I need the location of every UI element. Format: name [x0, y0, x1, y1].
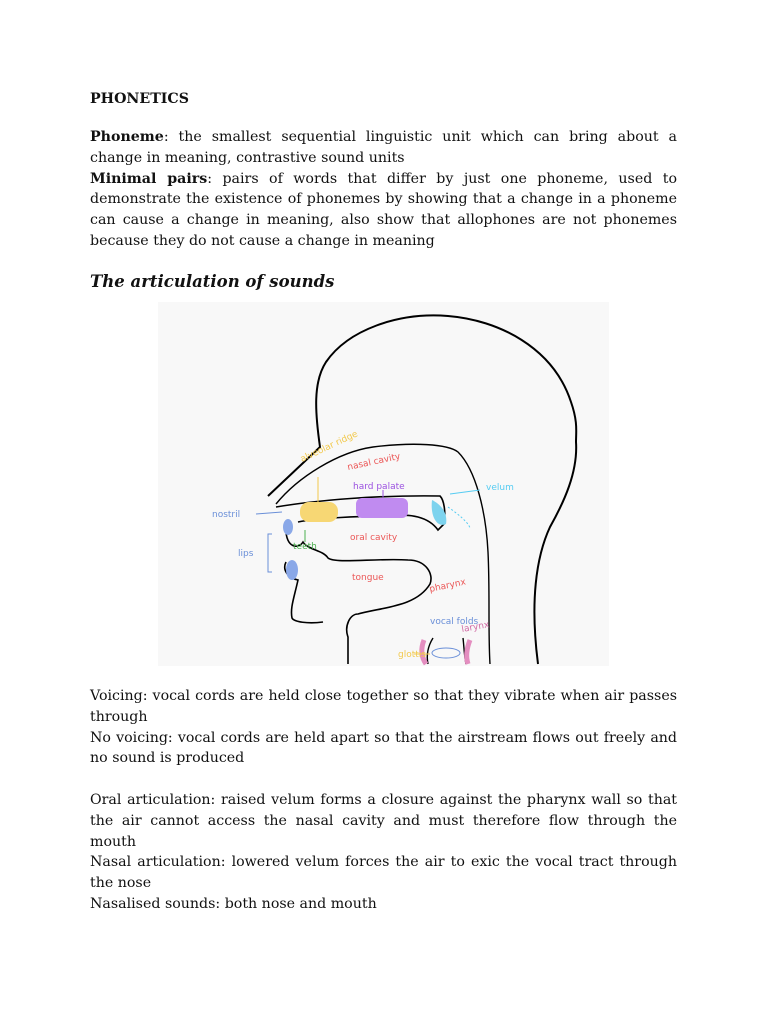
label-velum: velum: [486, 483, 514, 493]
definition-minimal-pairs: [90, 169, 677, 252]
label-tongue: tongue: [352, 573, 384, 583]
label-glottis: glottis: [398, 650, 426, 660]
head-outline: [268, 315, 576, 664]
vocal-folds-shape: [422, 640, 470, 664]
definition-minimal-pairs-text: : pairs of words that differ by just one phoneme, used to demonstrate the existence of phonemes by showing that a change in a phoneme can cause a change in meaning, also show that allophones are not phonemes because they do not cause a change in meaning: [90, 170, 677, 249]
paragraph-no-voicing: No voicing: vocal cords are held apart so that the airstream flows out freely and no sound is produced: [90, 729, 677, 767]
upper-lip-shape: [283, 519, 293, 535]
label-vocal-folds: vocal folds: [430, 617, 479, 627]
definition-phoneme: [90, 127, 677, 169]
nasal-cavity-outline: [276, 444, 490, 664]
page-title: PHONETICS: [90, 91, 189, 107]
paragraph-voicing: Voicing: vocal cords are held close together so that they vibrate when air passes through: [90, 688, 677, 725]
paragraph-nasalised-sounds: Nasalised sounds: both nose and mouth: [90, 895, 377, 912]
paragraph-oral-articulation: Oral articulation: raised velum forms a closure against the pharynx wall so that the air cannot access the nasal cavity and must therefore flow through the mouth: [90, 791, 677, 850]
notes-section: [90, 686, 677, 915]
label-hard-palate: hard palate: [353, 482, 405, 492]
paragraph-nasal-articulation: Nasal articulation: lowered velum forces the air to exic the vocal tract through the nose: [90, 854, 677, 892]
hard-palate-shape: [356, 498, 408, 518]
glottis-shape: [432, 648, 460, 658]
label-pharynx: pharynx: [428, 577, 467, 595]
definition-phoneme-text: : the smallest sequential linguistic unit which can bring about a change in meaning, contrastive sound units: [90, 129, 677, 166]
label-oral-cavity: oral cavity: [350, 533, 398, 543]
vocal-tract-drawing: [158, 302, 609, 666]
label-larynx: larynx: [460, 620, 491, 635]
section-heading: The articulation of sounds: [90, 271, 335, 291]
label-nostril: nostril: [212, 510, 241, 520]
label-teeth: teeth: [293, 542, 317, 552]
document-body: [90, 91, 677, 294]
paragraph-gap: [90, 769, 677, 790]
label-lips: lips: [238, 549, 254, 559]
label-alveolar-ridge: alveolar ridge: [299, 429, 360, 465]
term-phoneme: Phoneme: [90, 129, 164, 145]
label-nasal-cavity: nasal cavity: [346, 451, 402, 473]
alveolar-ridge-shape: [300, 502, 338, 522]
lower-lip-shape: [286, 560, 298, 580]
term-minimal-pairs: Minimal pairs: [90, 170, 208, 187]
vocal-tract-diagram: [158, 302, 609, 666]
